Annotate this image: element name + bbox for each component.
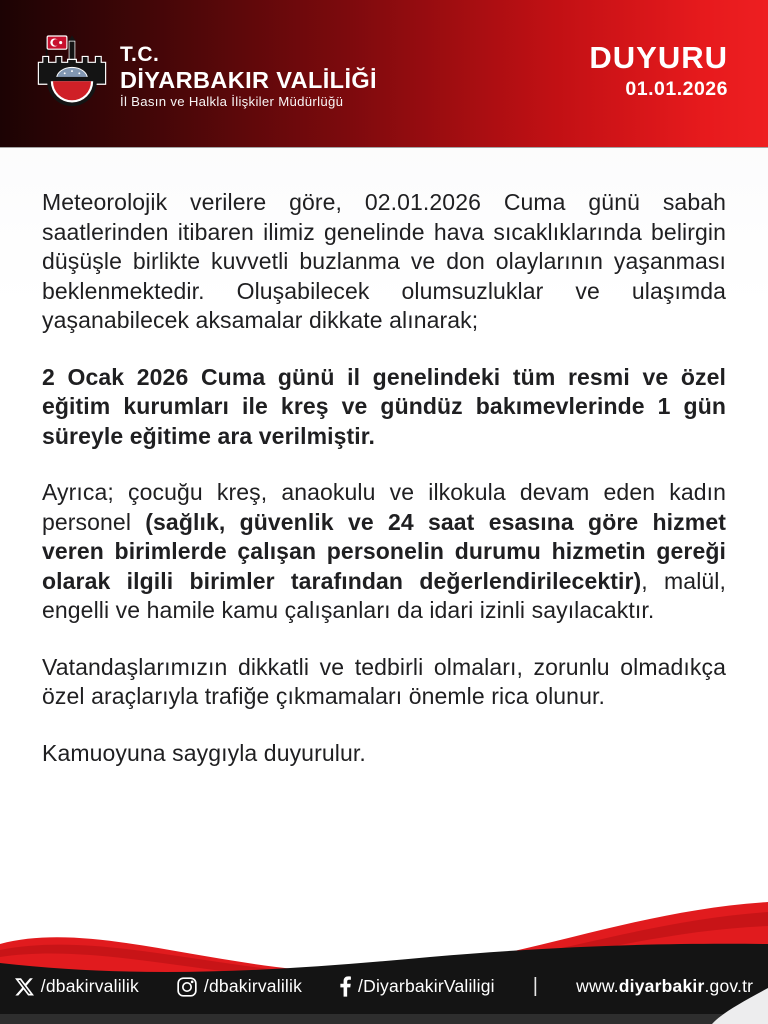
footer-divider: | [532,975,539,997]
x-icon [15,978,34,996]
paragraph-school-closure: 2 Ocak 2026 Cuma günü il genelindeki tüm resmi ve özel eğitim kurumları ile kreş ve gündüz bakımevlerinde 1 gün süreyle eğitime ara verilmiştir. [42,363,726,449]
facebook-social-link[interactable] [340,976,495,997]
admin-leave-end: , malül, engelli ve hamile kamu çalışanları da idari izinli sayılacaktır. [42,567,726,623]
footer-wave-decoration [0,856,768,1024]
paragraph-weather-warning: Meteorolojik verilere göre, 02.01.2026 Cuma günü sabah saatlerinden itibaren ilimiz genelinde hava sıcaklıklarında belirgin düşüşle birlikte kuvvetli buzlanma ve don olaylarının yaşanması beklenmektedir. Oluşabilecek olumsuzluklar ve ulaşımda yaşanabilecek aksamalar dikkate alınarak; [42,189,726,333]
org-tc: T.C. [120,43,160,66]
website-domain: diyarbakir [618,976,705,996]
org-subtitle: İl Basın ve Halkla İlişkiler Müdürlüğü [120,94,344,110]
website-prefix: www. [576,976,619,996]
announcement-header [589,40,728,101]
announcement-body [0,147,768,795]
brand-text [120,38,377,109]
announcement-title: DUYURU [589,40,728,75]
paragraph-closing: Kamuoyuna saygıyla duyurulur. [42,739,366,766]
admin-leave-bold: (sağlık, güvenlik ve 24 saat esasına göre hizmet veren birimlerde çalışan personelin durumu hizmetin gereği olarak ilgili birimler tarafından değerlendirilecektir) [42,508,726,594]
brand [34,23,377,125]
org-name: DİYARBAKIR VALİLİĞİ [120,66,377,93]
diyarbakir-valiligi-logo-icon [34,23,110,125]
instagram-handle: /dbakirvalilik [203,976,303,996]
social-links-row [0,975,768,998]
paragraph-traffic-caution: Vatandaşlarımızın dikkatli ve tedbirli olmaları, zorunlu olmadıkça özel araçlarıyla trafiğe çıkmamaları önemle rica olunur. [42,653,726,709]
turkish-flag-icon [47,36,67,49]
header [0,0,768,147]
facebook-icon [340,976,351,997]
website-suffix: .gov.tr [704,976,754,996]
admin-leave-start: Ayrıca; çocuğu kreş, anaokulu ve ilkokula devam eden kadın personel [42,479,726,535]
announcement-date: 01.01.2026 [625,78,728,100]
facebook-handle: /DiyarbakirValiligi [358,976,495,996]
footer [0,856,768,1024]
x-handle: /dbakirvalilik [40,976,139,996]
instagram-social-link[interactable] [177,976,302,997]
paragraph-admin-leave [42,478,726,626]
website-link[interactable] [576,976,753,997]
instagram-icon [177,977,197,997]
x-social-link[interactable] [15,976,139,997]
